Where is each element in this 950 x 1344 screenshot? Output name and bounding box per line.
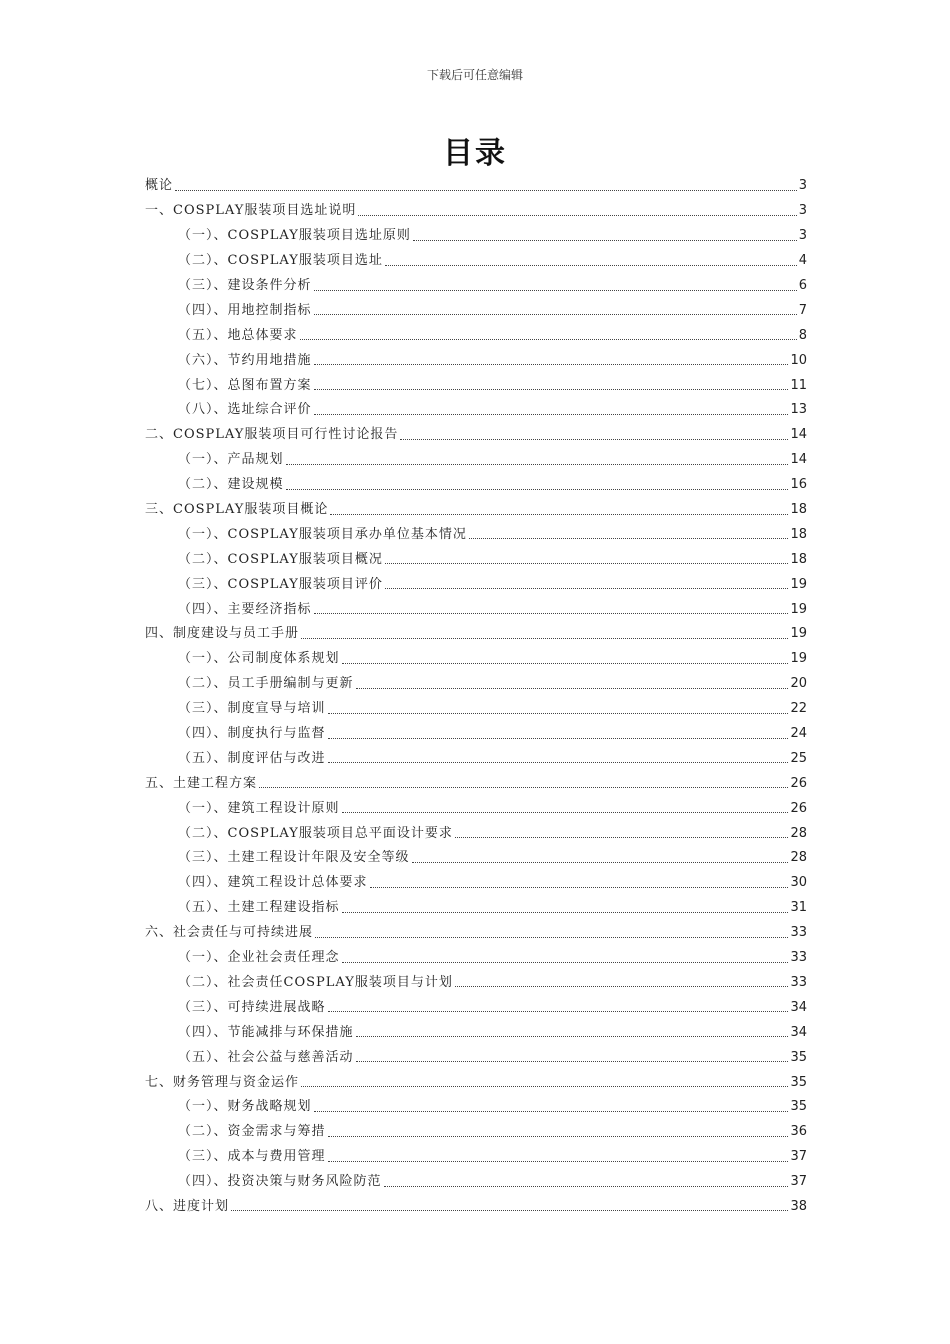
toc-subsection-entry[interactable]	[145, 1170, 807, 1195]
toc-entry-page-number: 36	[790, 1124, 807, 1140]
toc-entry-page-number: 37	[790, 1149, 807, 1165]
dot-leader	[385, 588, 789, 589]
toc-subsection-entry[interactable]	[145, 448, 807, 473]
toc-section-entry[interactable]	[145, 1195, 807, 1220]
toc-subsection-entry[interactable]	[145, 672, 807, 697]
toc-entry-page-number: 35	[790, 1049, 807, 1065]
toc-entry-label: （二）、社会责任COSPLAY服装项目与计划	[178, 974, 453, 990]
toc-subsection-entry[interactable]	[145, 547, 807, 572]
toc-entry-label: （四）、制度执行与监督	[178, 726, 326, 742]
toc-subsection-entry[interactable]	[145, 274, 807, 299]
dot-leader	[356, 1061, 789, 1062]
dot-leader	[370, 887, 789, 888]
toc-entry-page-number: 26	[790, 800, 807, 816]
dot-leader	[328, 1161, 789, 1162]
toc-entry-page-number: 18	[790, 551, 807, 567]
toc-entry-label: （四）、节能减排与环保措施	[178, 1024, 354, 1040]
toc-entry-label: （一）、财务战略规划	[178, 1099, 312, 1115]
toc-section-entry[interactable]	[145, 174, 807, 199]
toc-subsection-entry[interactable]	[145, 1020, 807, 1045]
dot-leader	[384, 1186, 789, 1187]
toc-entry-page-number: 3	[798, 178, 807, 194]
toc-entry-page-number: 8	[798, 327, 807, 343]
toc-subsection-entry[interactable]	[145, 697, 807, 722]
toc-entry-label: （五）、地总体要求	[178, 327, 298, 343]
toc-entry-page-number: 10	[790, 352, 807, 368]
dot-leader	[315, 937, 788, 938]
dot-leader	[314, 613, 789, 614]
dot-leader	[231, 1210, 788, 1211]
toc-subsection-entry[interactable]	[145, 572, 807, 597]
toc-subsection-entry[interactable]	[145, 1120, 807, 1145]
toc-entry-label: （四）、用地控制指标	[178, 302, 312, 318]
dot-leader	[314, 290, 797, 291]
dot-leader	[314, 314, 797, 315]
header-note: 下载后可任意编辑	[426, 68, 523, 82]
dot-leader	[314, 389, 789, 390]
toc-section-entry[interactable]	[145, 1070, 807, 1095]
toc-subsection-entry[interactable]	[145, 298, 807, 323]
toc-entry-page-number: 33	[790, 974, 807, 990]
toc-entry-label: （四）、主要经济指标	[178, 601, 312, 617]
toc-entry-label: （一）、COSPLAY服装项目承办单位基本情况	[178, 526, 467, 542]
toc-title: 目录	[443, 136, 507, 171]
toc-entry-label: （四）、投资决策与财务风险防范	[178, 1174, 382, 1190]
dot-leader	[385, 563, 789, 564]
dot-leader	[314, 1111, 789, 1112]
toc-entry-label: （三）、成本与费用管理	[178, 1149, 326, 1165]
toc-entry-page-number: 38	[790, 1198, 807, 1214]
toc-entry-label: （八）、选址综合评价	[178, 402, 312, 418]
dot-leader	[300, 339, 797, 340]
toc-subsection-entry[interactable]	[145, 323, 807, 348]
dot-leader	[286, 489, 789, 490]
toc-entry-label: 七、财务管理与资金运作	[145, 1074, 300, 1090]
dot-leader	[413, 240, 797, 241]
toc-entry-label: （三）、建设条件分析	[178, 278, 312, 293]
dot-leader	[328, 1011, 789, 1012]
toc-entry-page-number: 33	[790, 950, 807, 966]
toc-entry-label: （三）、COSPLAY服装项目评价	[178, 576, 383, 592]
toc-entry-label: （三）、可持续进展战略	[178, 999, 326, 1015]
toc-subsection-entry[interactable]	[145, 1095, 807, 1120]
toc-entry-label: （一）、建筑工程设计原则	[178, 800, 340, 816]
toc-subsection-entry[interactable]	[145, 249, 807, 274]
toc-section-entry[interactable]	[145, 423, 807, 448]
toc-subsection-entry[interactable]	[145, 522, 807, 547]
toc-entry-label: 四、制度建设与员工手册	[145, 626, 300, 642]
dot-leader	[328, 762, 789, 763]
toc-subsection-entry[interactable]	[145, 1145, 807, 1170]
toc-entry-label: 概论	[145, 178, 174, 194]
dot-leader	[175, 190, 797, 191]
toc-entry-label: （五）、土建工程建设指标	[178, 900, 340, 916]
toc-entry-label: （二）、COSPLAY服装项目总平面设计要求	[178, 825, 453, 841]
toc-subsection-entry[interactable]	[145, 473, 807, 498]
toc-subsection-entry[interactable]	[145, 846, 807, 871]
toc-entry-page-number: 35	[790, 1099, 807, 1115]
toc-entry-label: （一）、COSPLAY服装项目选址原则	[178, 228, 411, 244]
toc-entry-page-number: 34	[790, 1024, 807, 1040]
dot-leader	[342, 962, 789, 963]
toc-subsection-entry[interactable]	[145, 796, 807, 821]
toc-section-entry[interactable]	[145, 771, 807, 796]
toc-subsection-entry[interactable]	[145, 373, 807, 398]
toc-subsection-entry[interactable]	[145, 597, 807, 622]
toc-entry-page-number: 3	[798, 203, 807, 219]
toc-entry-page-number: 4	[798, 253, 807, 269]
toc-entry-page-number: 18	[790, 502, 807, 518]
toc-entry-label: （三）、制度宣导与培训	[178, 701, 326, 717]
toc-entry-page-number: 16	[790, 477, 807, 493]
toc-entry-page-number: 7	[798, 302, 807, 318]
toc-entry-page-number: 34	[790, 999, 807, 1015]
toc-subsection-entry[interactable]	[145, 224, 807, 249]
toc-entry-page-number: 25	[790, 750, 807, 766]
toc-subsection-entry[interactable]	[145, 971, 807, 996]
toc-entry-label: （一）、企业社会责任理念	[178, 950, 340, 966]
toc-entry-label: 一、COSPLAY服装项目选址说明	[145, 203, 357, 219]
toc-entry-page-number: 31	[790, 900, 807, 916]
dot-leader	[356, 688, 789, 689]
toc-entry-label: （二）、员工手册编制与更新	[178, 676, 354, 692]
dot-leader	[328, 713, 789, 714]
toc-entry-label: （一）、公司制度体系规划	[178, 651, 340, 667]
toc-entry-page-number: 19	[790, 651, 807, 667]
dot-leader	[259, 787, 788, 788]
toc-subsection-entry[interactable]	[145, 722, 807, 747]
table-of-contents	[145, 174, 807, 1219]
toc-entry-page-number: 19	[790, 576, 807, 592]
dot-leader	[342, 812, 789, 813]
toc-entry-label: 八、进度计划	[145, 1198, 230, 1214]
toc-subsection-entry[interactable]	[145, 746, 807, 771]
dot-leader	[358, 215, 796, 216]
toc-entry-label: （一）、产品规划	[178, 452, 284, 468]
toc-entry-page-number: 3	[798, 228, 807, 244]
toc-entry-label: （三）、土建工程设计年限及安全等级	[178, 850, 410, 866]
dot-leader	[455, 837, 789, 838]
toc-subsection-entry[interactable]	[145, 398, 807, 423]
toc-entry-label: （二）、建设规模	[178, 477, 284, 493]
dot-leader	[385, 265, 797, 266]
toc-entry-page-number: 14	[790, 427, 807, 443]
toc-entry-page-number: 14	[790, 452, 807, 468]
dot-leader	[400, 439, 788, 440]
dot-leader	[455, 986, 789, 987]
toc-subsection-entry[interactable]	[145, 995, 807, 1020]
toc-entry-page-number: 28	[790, 825, 807, 841]
dot-leader	[314, 364, 789, 365]
dot-leader	[356, 1036, 789, 1037]
dot-leader	[301, 638, 788, 639]
toc-entry-page-number: 20	[790, 676, 807, 692]
toc-subsection-entry[interactable]	[145, 946, 807, 971]
toc-entry-label: 二、COSPLAY服装项目可行性讨论报告	[145, 427, 399, 443]
toc-entry-page-number: 18	[790, 526, 807, 542]
toc-entry-page-number: 6	[798, 278, 807, 293]
toc-entry-page-number: 13	[790, 402, 807, 418]
toc-entry-label: （四）、建筑工程设计总体要求	[178, 875, 368, 891]
toc-entry-page-number: 24	[790, 726, 807, 742]
toc-entry-label: （五）、社会公益与慈善活动	[178, 1049, 354, 1065]
toc-subsection-entry[interactable]	[145, 821, 807, 846]
toc-entry-label: 五、土建工程方案	[145, 775, 258, 791]
toc-entry-page-number: 26	[790, 775, 807, 791]
toc-entry-page-number: 35	[790, 1074, 807, 1090]
toc-entry-label: 六、社会责任与可持续进展	[145, 925, 314, 941]
toc-entry-page-number: 33	[790, 925, 807, 941]
toc-entry-page-number: 19	[790, 626, 807, 642]
toc-subsection-entry[interactable]	[145, 871, 807, 896]
dot-leader	[342, 663, 789, 664]
toc-subsection-entry[interactable]	[145, 1045, 807, 1070]
toc-section-entry[interactable]	[145, 921, 807, 946]
dot-leader	[469, 538, 789, 539]
dot-leader	[328, 738, 789, 739]
toc-entry-label: （二）、COSPLAY服装项目概况	[178, 551, 383, 567]
dot-leader	[328, 1136, 789, 1137]
dot-leader	[286, 464, 789, 465]
toc-entry-page-number: 22	[790, 701, 807, 717]
toc-entry-label: 三、COSPLAY服装项目概论	[145, 502, 329, 518]
dot-leader	[342, 912, 789, 913]
dot-leader	[314, 414, 789, 415]
toc-entry-label: （五）、制度评估与改进	[178, 750, 326, 766]
dot-leader	[301, 1086, 788, 1087]
toc-subsection-entry[interactable]	[145, 647, 807, 672]
toc-entry-page-number: 11	[790, 377, 807, 393]
toc-section-entry[interactable]	[145, 622, 807, 647]
toc-entry-label: （六）、节约用地措施	[178, 352, 312, 368]
toc-section-entry[interactable]	[145, 199, 807, 224]
toc-entry-label: （二）、资金需求与筹措	[178, 1124, 326, 1140]
toc-entry-page-number: 30	[790, 875, 807, 891]
toc-entry-page-number: 28	[790, 850, 807, 866]
dot-leader	[330, 514, 788, 515]
toc-subsection-entry[interactable]	[145, 348, 807, 373]
toc-subsection-entry[interactable]	[145, 896, 807, 921]
dot-leader	[412, 862, 789, 863]
toc-entry-label: （二）、COSPLAY服装项目选址	[178, 253, 383, 269]
toc-entry-page-number: 19	[790, 601, 807, 617]
toc-entry-page-number: 37	[790, 1174, 807, 1190]
toc-entry-label: （七）、总图布置方案	[178, 377, 312, 393]
toc-section-entry[interactable]	[145, 498, 807, 523]
